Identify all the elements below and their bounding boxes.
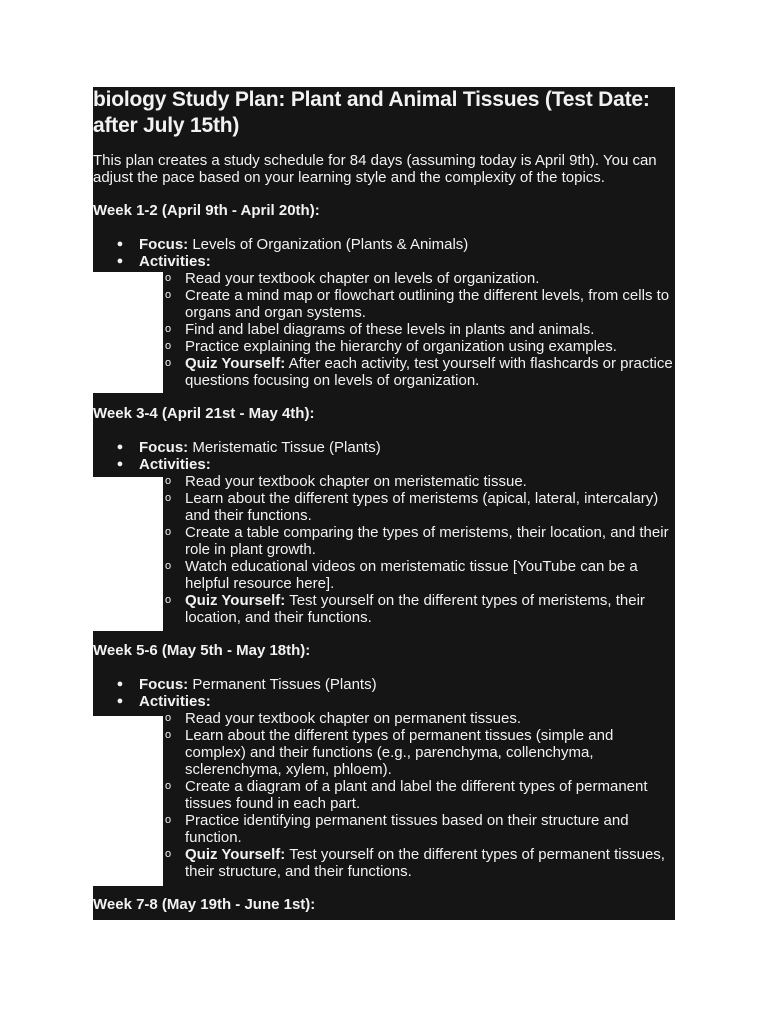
activity-item: o Read your textbook chapter on permanent tissues.: [165, 710, 522, 727]
activity-item: o Read your textbook chapter on meristematic tissue.: [165, 473, 527, 490]
activity-item: o Learn about the different types of permanent tissues (simple and complex) and their functions (e.g., parenchyma, collenchyma, sclerenchyma, xylem, phloem).: [165, 727, 614, 778]
activities-label: Activities:: [139, 456, 211, 473]
activity-item: o Practice explaining the hierarchy of organization using examples.: [165, 338, 617, 355]
circle-bullet-icon: o: [165, 323, 172, 335]
focus-item: [93, 676, 675, 693]
circle-bullet-icon: o: [165, 594, 172, 606]
week-heading: Week 5-6 (May 5th - May 18th):: [93, 642, 311, 659]
week-list: [93, 676, 675, 710]
circle-bullet-icon: o: [165, 289, 172, 301]
bullet-icon: ●: [116, 695, 124, 707]
focus-text: Levels of Organization (Plants & Animals): [192, 236, 469, 253]
activity-item: o Create a table comparing the types of meristems, their location, and their role in plant growth.: [165, 524, 669, 558]
bullet-icon: ●: [116, 458, 124, 470]
focus-text: Meristematic Tissue (Plants): [192, 439, 381, 456]
week-section-1: [93, 202, 675, 389]
bullet-icon: ●: [116, 678, 124, 690]
intro-paragraph: This plan creates a study schedule for 84 days (assuming today is April 9th). You can adjust the pace based on your learning style and the complexity of the topics.: [93, 152, 657, 186]
week-list: [93, 236, 675, 270]
activity-item: o Create a mind map or flowchart outlining the different levels, from cells to organs and organ systems.: [165, 287, 670, 321]
focus-text: Permanent Tissues (Plants): [192, 676, 377, 693]
circle-bullet-icon: o: [165, 560, 172, 572]
quiz-label: Quiz Yourself:: [185, 846, 286, 863]
focus-item: [93, 439, 675, 456]
bullet-icon: ●: [116, 441, 124, 453]
quiz-item: o Quiz Yourself: Test yourself on the different types of meristems, their location, and their functions.: [165, 592, 645, 626]
week-section-2: [93, 405, 675, 626]
focus-label: Focus:: [139, 439, 189, 456]
circle-bullet-icon: o: [165, 492, 172, 504]
activity-list: [93, 473, 675, 626]
activities-label: Activities:: [139, 253, 211, 270]
circle-bullet-icon: o: [165, 272, 172, 284]
next-week-heading: Week 7-8 (May 19th - June 1st):: [93, 896, 316, 913]
circle-bullet-icon: o: [165, 340, 172, 352]
activity-item: o Create a diagram of a plant and label the different types of permanent tissues found in each part.: [165, 778, 648, 812]
activities-label: Activities:: [139, 693, 211, 710]
circle-bullet-icon: o: [165, 814, 172, 826]
circle-bullet-icon: o: [165, 526, 172, 538]
activity-item: o Find and label diagrams of these levels in plants and animals.: [165, 321, 595, 338]
activity-item: o Read your textbook chapter on levels of organization.: [165, 270, 540, 287]
activities-item: [93, 456, 675, 473]
focus-label: Focus:: [139, 236, 189, 253]
week-list: [93, 439, 675, 473]
week-section-3: [93, 642, 675, 880]
activity-item: o Watch educational videos on meristematic tissue [YouTube can be a helpful resource here].: [165, 558, 638, 592]
quiz-item: o Quiz Yourself: Test yourself on the different types of permanent tissues, their structure, and their functions.: [165, 846, 665, 880]
activity-list: [93, 270, 675, 389]
quiz-item: o Quiz Yourself: After each activity, test yourself with flashcards or practice questions focusing on levels of organization.: [165, 355, 673, 389]
circle-bullet-icon: o: [165, 729, 172, 741]
quiz-label: Quiz Yourself:: [185, 592, 286, 609]
activity-item: o Practice identifying permanent tissues based on their structure and function.: [165, 812, 629, 846]
circle-bullet-icon: o: [165, 848, 172, 860]
focus-label: Focus:: [139, 676, 189, 693]
activity-list: [93, 710, 675, 880]
bullet-icon: ●: [116, 255, 124, 267]
bullet-icon: ●: [116, 238, 124, 250]
activity-item: o Learn about the different types of meristems (apical, lateral, intercalary) and their functions.: [165, 490, 659, 524]
circle-bullet-icon: o: [165, 712, 172, 724]
document-content: [93, 87, 675, 913]
week-heading: Week 3-4 (April 21st - May 4th):: [93, 405, 315, 422]
week-heading: Week 1-2 (April 9th - April 20th):: [93, 202, 320, 219]
quiz-label: Quiz Yourself:: [185, 355, 286, 372]
focus-item: [93, 236, 675, 253]
circle-bullet-icon: o: [165, 475, 172, 487]
page-title: biology Study Plan: Plant and Animal Tissues (Test Date: after July 15th): [93, 88, 650, 137]
activities-item: [93, 693, 675, 710]
document-page: [93, 87, 675, 920]
circle-bullet-icon: o: [165, 357, 172, 369]
activities-item: [93, 253, 675, 270]
circle-bullet-icon: o: [165, 780, 172, 792]
